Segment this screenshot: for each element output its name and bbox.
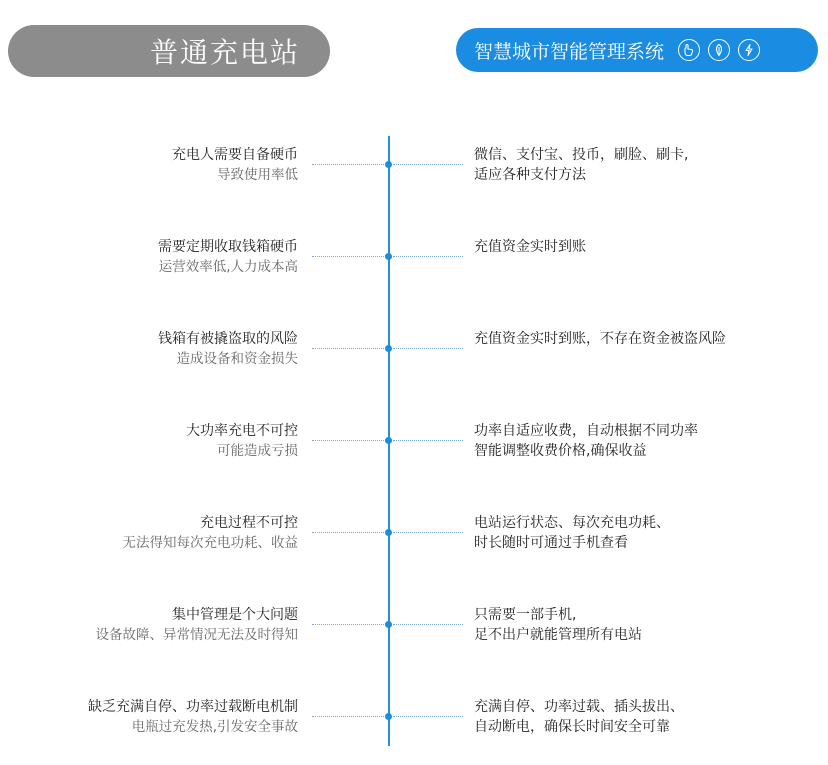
right-connector [393,348,463,349]
right-item-line2: 足不出户就能管理所有电站 [474,627,642,643]
right-item [474,421,698,461]
right-item [474,605,642,645]
right-item-line1: 功率自适应收费，自动根据不同功率 [474,423,698,439]
right-item-line1: 微信、支付宝、投币，刷脸、刷卡, [474,147,689,163]
left-header-title: 普通充电站 [149,36,300,69]
comparison-row [0,605,828,665]
right-connector [393,624,463,625]
timeline-node [385,345,392,352]
right-connector [393,716,463,717]
timeline-node [385,529,392,536]
left-item-subtitle: 可能造成亏损 [217,443,298,459]
right-item [474,145,688,185]
right-header-pill [456,28,818,72]
left-connector [312,624,386,625]
left-item [123,513,299,553]
left-item-subtitle: 电瓶过充发热,引发安全事故 [131,719,298,735]
left-item-title: 需要定期收取钱箱硬币 [158,239,298,255]
left-item-subtitle: 设备故障、异常情况无法及时得知 [95,627,298,643]
comparison-row [0,329,828,389]
left-connector [312,532,386,533]
right-connector [393,440,463,441]
left-item-title: 充电人需要自备硬币 [172,147,298,163]
right-item-line2: 智能调整收费价格,确保收益 [474,443,647,459]
right-item-line2: 时长随时可通过手机查看 [474,535,628,551]
leaf-icon [708,39,730,61]
left-item [158,329,298,369]
left-item [172,145,298,185]
right-item [474,237,586,257]
right-item-line2: 自动断电，确保长时间安全可靠 [474,719,670,735]
left-item [186,421,298,461]
left-item-title: 缺乏充满自停、功率过载断电机制 [88,699,298,715]
left-connector [312,348,386,349]
right-item-line1: 充值资金实时到账，不存在资金被盗风险 [474,331,726,347]
right-item-line1: 充值资金实时到账 [474,239,586,255]
right-item-line1: 电站运行状态、每次充电功耗、 [474,515,670,531]
left-item-title: 钱箱有被撬盗取的风险 [158,331,298,347]
right-item-line2: 适应各种支付方法 [474,167,586,183]
comparison-row [0,697,828,757]
left-connector [312,256,386,257]
comparison-row [0,237,828,297]
left-item [158,237,298,277]
right-connector [393,164,463,165]
timeline-node [385,437,392,444]
right-item-line1: 只需要一部手机, [474,607,577,623]
left-item [88,697,298,737]
bolt-icon [738,39,760,61]
right-connector [393,256,463,257]
hand-icon [678,39,700,61]
timeline-node [385,161,392,168]
header-badges [678,39,760,61]
left-connector [312,440,386,441]
right-item [474,329,726,349]
right-item [474,697,684,737]
right-connector [393,532,463,533]
comparison-row [0,513,828,573]
right-item [474,513,670,553]
left-item-subtitle: 造成设备和资金损失 [176,351,298,367]
left-item-title: 集中管理是个大问题 [172,607,298,623]
left-connector [312,164,386,165]
comparison-row [0,145,828,205]
timeline-node [385,621,392,628]
left-item-title: 大功率充电不可控 [186,423,298,439]
right-item-line1: 充满自停、功率过载、插头拔出、 [474,699,684,715]
left-item-subtitle: 导致使用率低 [217,167,298,183]
left-item-subtitle: 运营效率低,人力成本高 [158,259,298,275]
left-connector [312,716,386,717]
left-item [96,605,299,645]
timeline-node [385,253,392,260]
comparison-row [0,421,828,481]
left-item-subtitle: 无法得知每次充电功耗、收益 [122,535,298,551]
timeline-node [385,713,392,720]
left-header-pill [8,25,330,77]
left-item-title: 充电过程不可控 [200,515,298,531]
right-header-title: 智慧城市智能管理系统 [474,40,665,63]
